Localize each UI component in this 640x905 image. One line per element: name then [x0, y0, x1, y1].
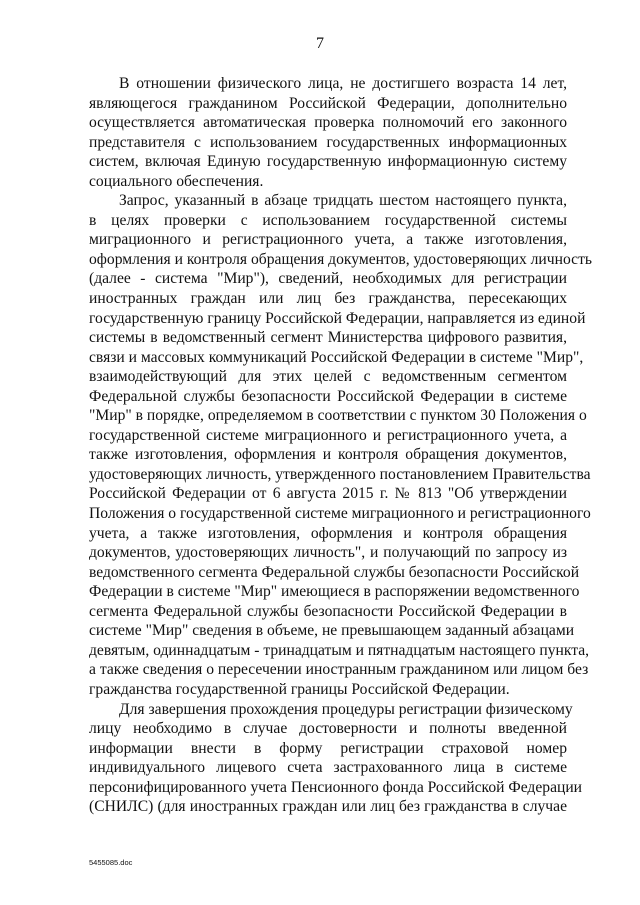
text-line: индивидуального лицевого счета застрахованного лица в системе	[89, 759, 567, 777]
text-line: сегмента Федеральной службы безопасности Российской Федерации в	[89, 602, 567, 620]
text-line: "Мир" в порядке, определяемом в соответствии с пунктом 30 Положения о	[89, 407, 587, 425]
text-line: Федерации в системе "Мир" имеющиеся в распоряжении ведомственного	[89, 583, 580, 601]
text-line: иностранных граждан или лиц без гражданства, пересекающих	[89, 290, 567, 308]
text-line: Российской Федерации от 6 августа 2015 г. № 813 "Об утверждении	[89, 485, 567, 503]
text-line: системы в ведомственный сегмент Министерства цифрового развития,	[89, 329, 567, 347]
text-line: систем, включая Единую государственную информационную систему	[89, 153, 567, 171]
text-line: государственную границу Российской Федерации, направляется из единой	[89, 309, 586, 327]
document-body	[89, 74, 592, 817]
text-line: лицу необходимо в случае достоверности и полноты введенной	[89, 720, 567, 738]
text-line: связи и массовых коммуникаций Российской Федерации в системе "Мир",	[89, 348, 584, 366]
paragraph	[89, 191, 592, 699]
text-line: являющегося гражданином Российской Федерации, дополнительно	[89, 94, 567, 112]
text-line: Федеральной службы безопасности Российской Федерации в системе	[89, 387, 567, 405]
text-line: взаимодействующий для этих целей с ведомственным сегментом	[89, 368, 567, 386]
text-line: а также сведения о пересечении иностранным гражданином или лицом без	[89, 661, 589, 679]
text-line: в целях проверки с использованием государственной системы	[89, 211, 567, 229]
text-line: Положения о государственной системе миграционного и регистрационного	[89, 505, 591, 523]
text-line: (СНИЛС) (для иностранных граждан или лиц без гражданства в случае	[89, 798, 567, 816]
text-line: представителя с использованием государственных информационных	[89, 133, 567, 151]
paragraph	[89, 74, 567, 191]
text-line: информации внести в форму регистрации страховой номер	[89, 739, 567, 757]
text-line: системе "Мир" сведения в объеме, не превышающем заданный абзацами	[89, 622, 575, 640]
paragraph	[89, 700, 583, 817]
text-line: также изготовления, оформления и контроля обращения документов,	[89, 446, 567, 464]
text-line: Запрос, указанный в абзаце тридцать шестом настоящего пункта,	[119, 192, 567, 210]
text-line: гражданства государственной границы Российской Федерации.	[89, 680, 510, 698]
text-line: В отношении физического лица, не достигшего возраста 14 лет,	[119, 75, 567, 92]
text-line: миграционного и регистрационного учета, а также изготовления,	[89, 231, 567, 249]
text-line: оформления и контроля обращения документов, удостоверяющих личность	[89, 250, 592, 268]
file-name-footer: 5455085.doc	[89, 858, 133, 867]
text-line: социального обеспечения.	[89, 172, 264, 190]
text-line: девятым, одиннадцатым - тринадцатым и пятнадцатым настоящего пункта,	[89, 641, 590, 659]
text-line: персонифицированного учета Пенсионного фонда Российской Федерации	[89, 778, 583, 796]
text-line: ведомственного сегмента Федеральной службы безопасности Российской	[89, 563, 580, 581]
text-line: учета, а также изготовления, оформления и контроля обращения	[89, 524, 567, 542]
text-line: государственной системе миграционного и регистрационного учета, а	[89, 426, 567, 444]
text-line: документов, удостоверяющих личность", и получающий по запросу из	[89, 544, 567, 562]
page-number: 7	[316, 35, 324, 52]
text-line: осуществляется автоматическая проверка полномочий его законного	[89, 114, 567, 132]
text-line: удостоверяющих личность, утвержденного постановлением Правительства	[89, 465, 591, 483]
text-line: Для завершения прохождения процедуры регистрации физическому	[119, 700, 573, 718]
text-line: (далее - система "Мир"), сведений, необходимых для регистрации	[89, 270, 567, 288]
